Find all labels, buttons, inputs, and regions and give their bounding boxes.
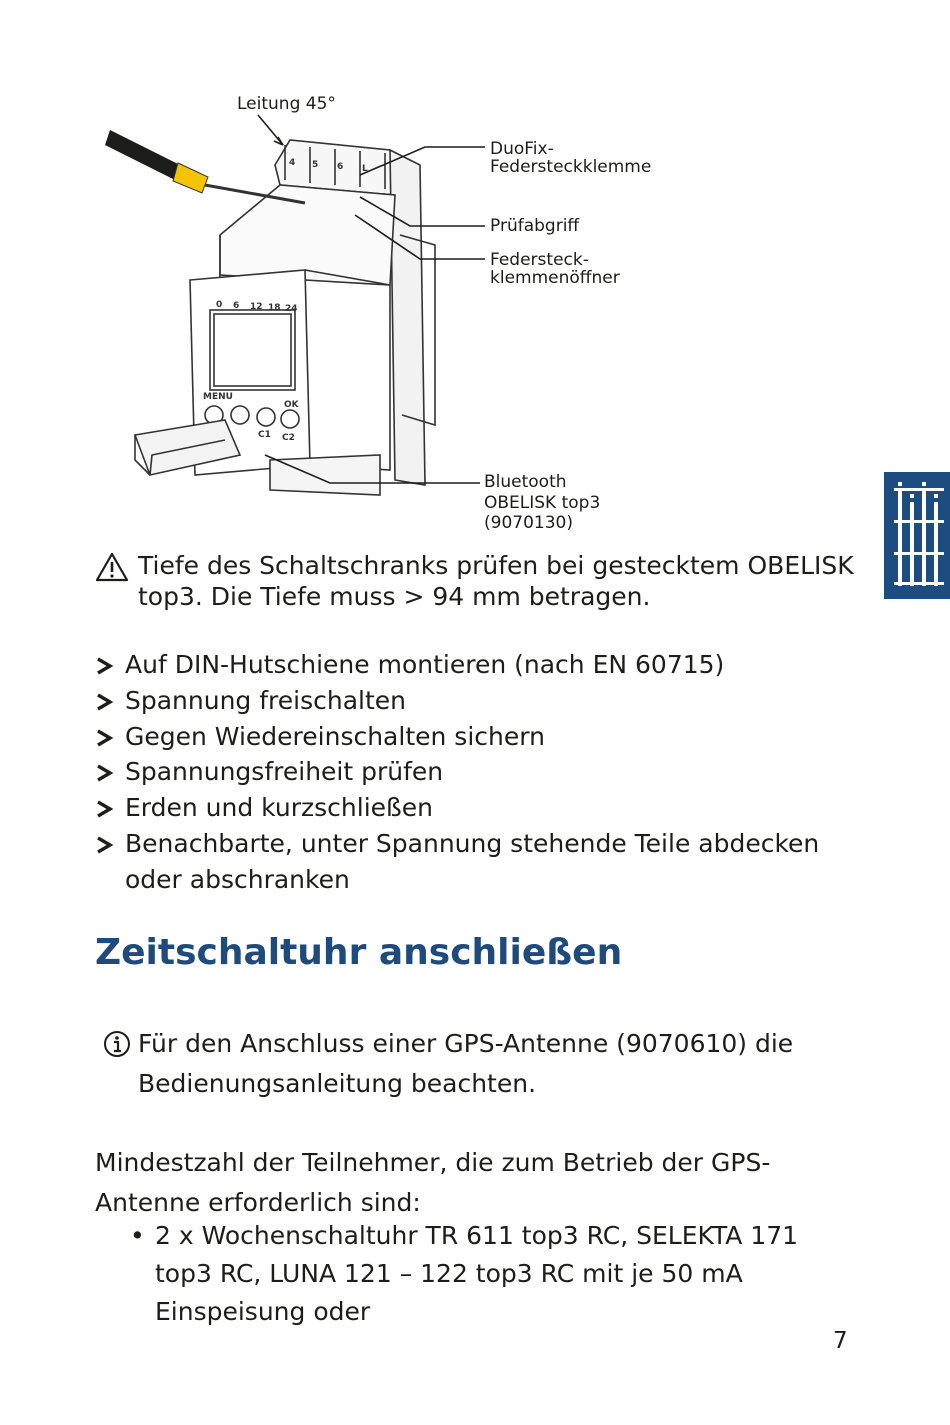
c1-label: C1 — [258, 430, 271, 440]
tick-0: 0 — [216, 300, 223, 310]
chapter-tab — [884, 472, 950, 599]
step-item — [95, 826, 855, 898]
arrow-right-icon — [95, 800, 115, 818]
callout-bluetooth-1: Bluetooth — [484, 472, 567, 492]
section-heading: Zeitschaltuhr anschließen — [95, 932, 623, 973]
warning-triangle-icon — [95, 552, 129, 582]
tick-12: 12 — [250, 302, 263, 312]
page-number: 7 — [833, 1328, 848, 1354]
arrow-right-icon — [95, 836, 115, 854]
arrow-right-icon — [95, 693, 115, 711]
list-item: • 2 x Wochenschaltuhr TR 611 top3 RC, SELEKTA 171 top3 RC, LUNA 121 – 122 top3 RC mit je 50 mA Einspeisung oder — [130, 1217, 850, 1331]
info-circle-icon — [103, 1030, 131, 1058]
participant-list — [130, 1217, 850, 1331]
step-item — [95, 754, 855, 790]
info-text: Für den Anschluss einer GPS-Antenne (9070610) die Bedienungsanleitung beachten. — [138, 1029, 794, 1098]
ok-label: OK — [284, 400, 299, 410]
step-item — [95, 719, 855, 755]
callout-leitung: Leitung 45° — [237, 94, 336, 114]
step-text: Spannungsfreiheit prüfen — [125, 757, 444, 787]
arrow-right-icon — [95, 657, 115, 675]
callout-oeffner-1: Federsteck- — [490, 250, 589, 270]
callout-bluetooth-2: OBELISK top3 — [484, 493, 601, 513]
step-list — [95, 647, 855, 898]
callout-bluetooth-3: (9070130) — [484, 513, 573, 533]
step-item — [95, 647, 855, 683]
terminal-4: 4 — [289, 158, 296, 168]
step-text: Gegen Wiedereinschalten sichern — [125, 721, 545, 751]
callout-oeffner-2: klemmenöffner — [490, 268, 620, 288]
device-figure — [90, 85, 710, 545]
terminal-l: L — [362, 164, 368, 174]
callout-duofix-1: DuoFix- — [490, 139, 554, 159]
callout-pruefabgriff: Prüfabgriff — [490, 216, 580, 236]
tick-18: 18 — [268, 303, 281, 313]
menu-label: MENU — [203, 392, 233, 402]
step-text: Spannung freischalten — [125, 685, 407, 715]
step-text: Benachbarte, unter Spannung stehende Teile abdecken oder abschranken — [125, 828, 820, 894]
timer-device-illustration — [90, 85, 710, 545]
callout-duofix-2: Federsteckklemme — [490, 157, 652, 177]
terminal-6: 6 — [337, 162, 344, 172]
step-item — [95, 683, 855, 719]
arrow-right-icon — [95, 729, 115, 747]
step-text: Erden und kurzschließen — [125, 793, 433, 823]
arrow-right-icon — [95, 764, 115, 782]
tick-24: 24 — [285, 304, 298, 314]
terminal-5: 5 — [312, 160, 319, 170]
step-text: Auf DIN-Hutschiene montieren (nach EN 60715) — [125, 650, 725, 679]
c2-label: C2 — [282, 433, 295, 443]
wiring-icon — [884, 472, 950, 599]
step-item — [95, 790, 855, 826]
tick-6: 6 — [233, 301, 240, 311]
warning-text: Tiefe des Schaltschranks prüfen bei gestecktem OBELISK top3. Die Tiefe muss > 94 mm betragen. — [138, 551, 854, 611]
participants-paragraph: Mindestzahl der Teilnehmer, die zum Betrieb der GPS-Antenne erforderlich sind: — [95, 1148, 771, 1217]
